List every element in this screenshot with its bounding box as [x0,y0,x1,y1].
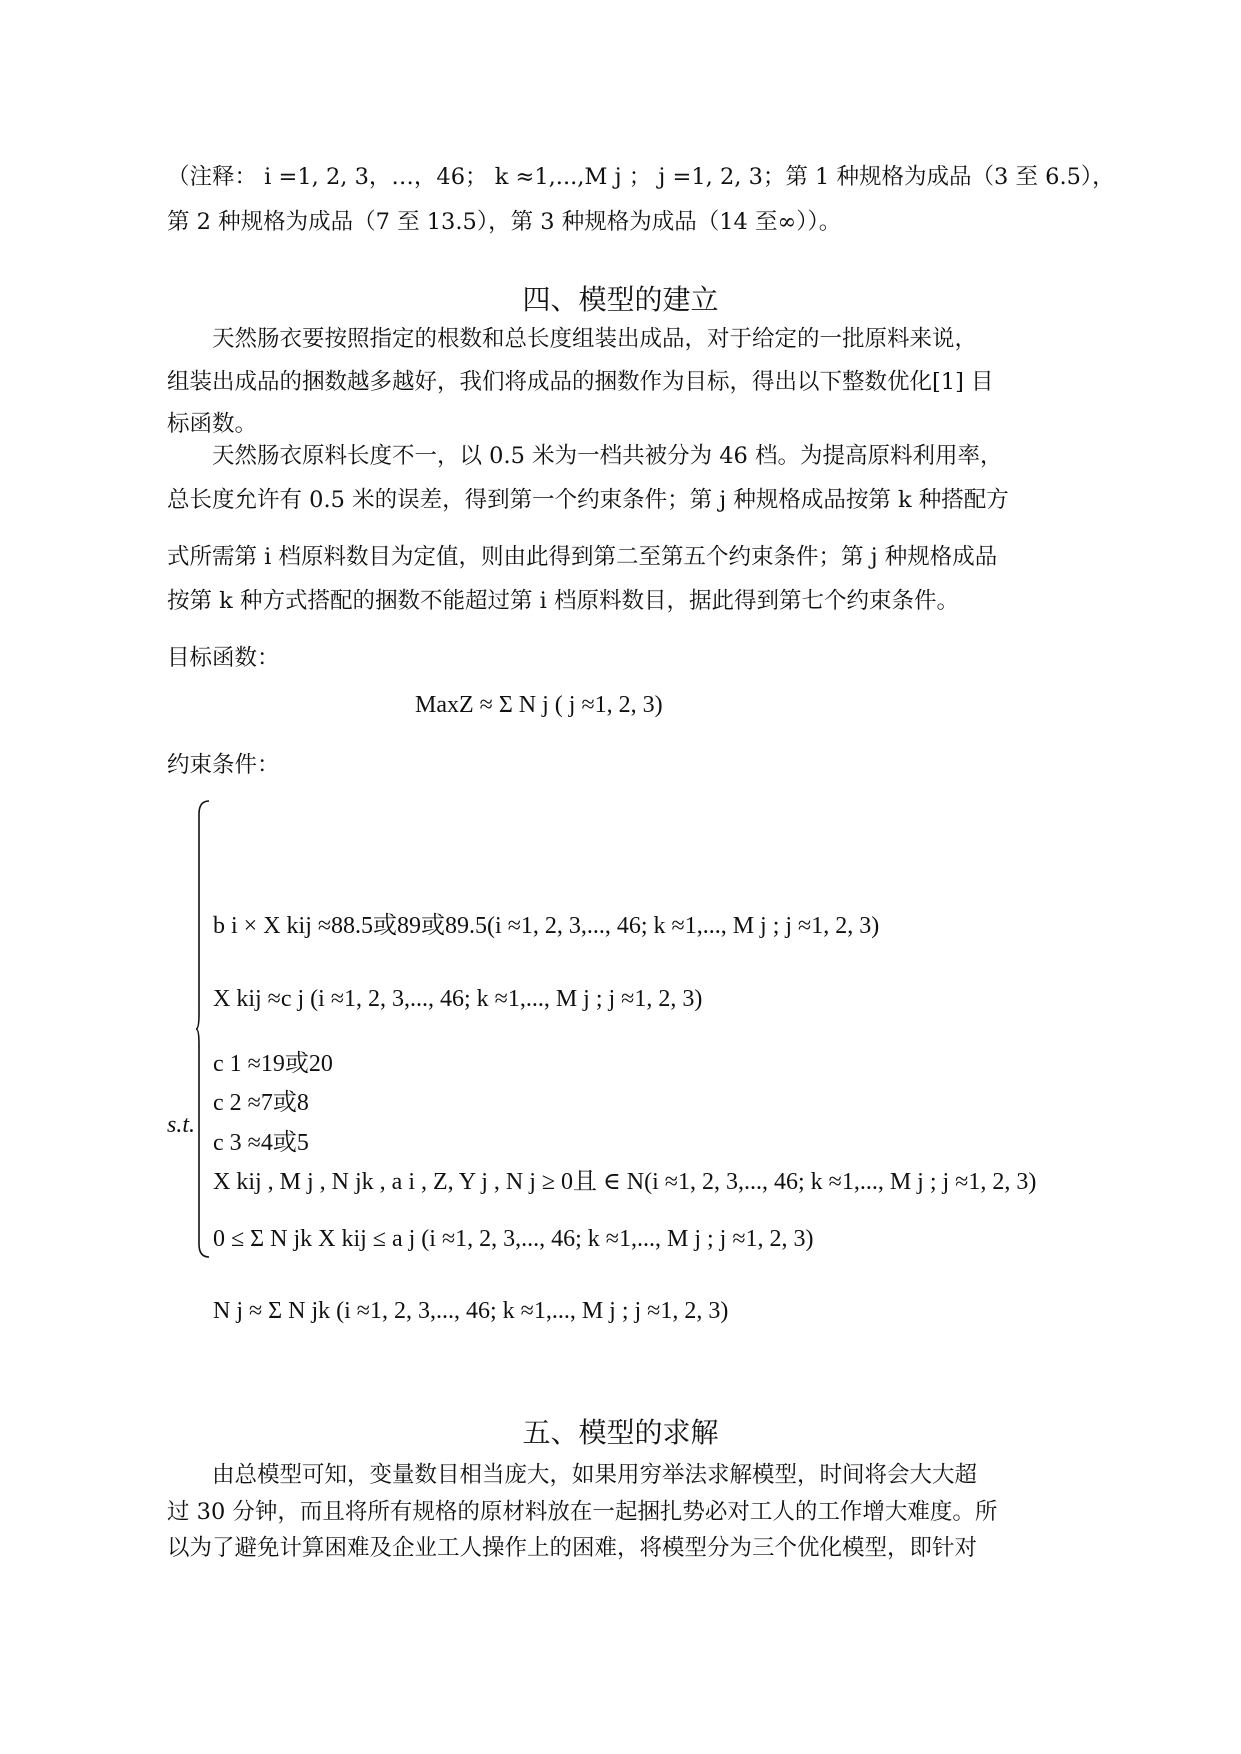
para1-line-1: 天然肠衣要按照指定的根数和总长度组装出成品，对于给定的一批原料来说， [212,326,978,352]
constraint-4: c 2 ≈7或8 [213,1090,309,1116]
section-4-title: 四、模型的建立 [522,283,719,316]
note-line-1: （注释： i =1, 2, 3，…，46； k ≈1,...,M j ； j =1, 2, 3；第 1 种规格为成品（3 至 6.5）， [167,164,1115,190]
para2-line-3: 式所需第 i 档原料数目为定值，则由此得到第二至第五个约束条件；第 j 种规格成品 [167,544,998,570]
constraint-8: N j ≈ Σ N jk (i ≈1, 2, 3,..., 46; k ≈1,..., M j ; j ≈1, 2, 3) [213,1298,729,1324]
para1-line-2: 组装出成品的捆数越多越好，我们将成品的捆数作为目标，得出以下整数优化[1] 目 [167,369,994,395]
constraint-1: b i × X kij ≈88.5或89或89.5(i ≈1, 2, 3,..., 46; k ≈1,..., M j ; j ≈1, 2, 3) [213,913,880,939]
constraint-2: X kij ≈c j (i ≈1, 2, 3,..., 46; k ≈1,..., M j ; j ≈1, 2, 3) [213,986,703,1012]
constraints-label: 约束条件： [167,752,280,778]
para2-line-1: 天然肠衣原料长度不一，以 0.5 米为一档共被分为 46 档。为提高原料利用率， [212,443,1003,469]
constraint-6: X kij , M j , N jk , a i , Z, Y j , N j ≥ 0且 ∈ N(i ≈1, 2, 3,..., 46; k ≈1,..., M j ; j ≈1, 2, 3) [213,1169,1037,1195]
para1-line-3: 标函数。 [167,411,258,437]
section5-line-1: 由总模型可知，变量数目相当庞大，如果用穷举法求解模型，时间将会大大超 [212,1462,978,1488]
objective-label: 目标函数： [167,645,280,671]
section5-line-3: 以为了避免计算困难及企业工人操作上的困难，将模型分为三个优化模型，即针对 [167,1535,978,1561]
para2-line-2: 总长度允许有 0.5 米的误差，得到第一个约束条件；第 j 种规格成品按第 k 种搭配方 [167,487,1009,513]
st-label: s.t. [167,1112,196,1138]
section5-line-2: 过 30 分钟，而且将所有规格的原材料放在一起捆扎势必对工人的工作增大难度。所 [167,1499,998,1525]
constraint-5: c 3 ≈4或5 [213,1130,309,1156]
para2-line-4: 按第 k 种方式搭配的捆数不能超过第 i 档原料数目，据此得到第七个约束条件。 [167,588,959,614]
constraint-7: 0 ≤ Σ N jk X kij ≤ a j (i ≈1, 2, 3,..., 46; k ≈1,..., M j ; j ≈1, 2, 3) [213,1226,814,1252]
section-5-title: 五、模型的求解 [522,1416,719,1449]
constraint-3: c 1 ≈19或20 [213,1051,333,1077]
objective-formula: MaxZ ≈ Σ N j ( j ≈1, 2, 3) [415,692,663,718]
left-brace [196,800,210,1258]
note-line-2: 第 2 种规格为成品（7 至 13.5），第 3 种规格为成品（14 至∞））。 [167,209,842,235]
